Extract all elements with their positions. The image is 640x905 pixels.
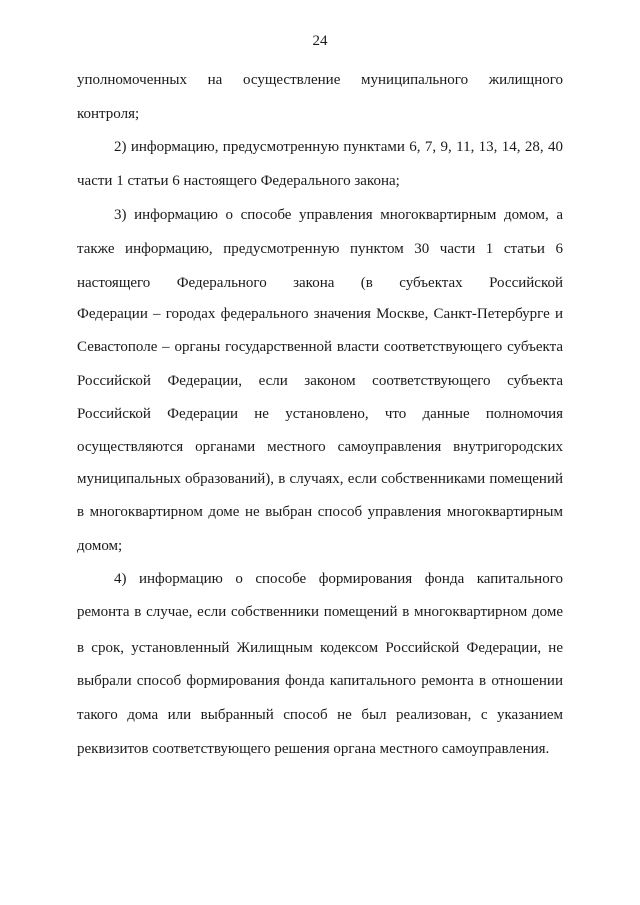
- text-line: контроля;: [77, 106, 140, 122]
- text-line: в многоквартирном доме не выбран способ управления многоквартирным: [77, 504, 563, 520]
- text-line: 2) информацию, предусмотренную пунктами 6, 7, 9, 11, 13, 14, 28, 40: [114, 139, 563, 155]
- text-line: Федерации – городах федерального значения Москве, Санкт-Петербурге и: [77, 306, 563, 322]
- text-line: реквизитов соответствующего решения органа местного самоуправления.: [77, 741, 550, 757]
- page-number: 24: [312, 33, 328, 49]
- text-line: уполномоченных на осуществление муниципального жилищного: [77, 72, 563, 88]
- text-line: выбрали способ формирования фонда капитального ремонта в отношении: [77, 673, 563, 689]
- text-line: части 1 статьи 6 настоящего Федерального закона;: [77, 173, 400, 189]
- text-line: домом;: [77, 538, 123, 554]
- text-line: в срок, установленный Жилищным кодексом Российской Федерации, не: [77, 640, 563, 656]
- text-line: 4) информацию о способе формирования фонда капитального: [114, 571, 563, 587]
- text-line: настоящего Федерального закона (в субъектах Российской: [77, 275, 563, 291]
- text-line: муниципальных образований), в случаях, если собственниками помещений: [77, 471, 563, 487]
- text-line: также информацию, предусмотренную пунктом 30 части 1 статьи 6: [77, 241, 563, 257]
- text-line: Севастополе – органы государственной власти соответствующего субъекта: [77, 339, 563, 355]
- text-line: Российской Федерации, если законом соответствующего субъекта: [77, 373, 563, 389]
- text-line: Российской Федерации не установлено, что данные полномочия: [77, 406, 563, 422]
- text-line: осуществляются органами местного самоуправления внутригородских: [77, 439, 563, 455]
- text-line: такого дома или выбранный способ не был реализован, с указанием: [77, 707, 563, 723]
- text-line: 3) информацию о способе управления многоквартирным домом, а: [114, 207, 563, 223]
- text-line: ремонта в случае, если собственники помещений в многоквартирном доме: [77, 604, 563, 620]
